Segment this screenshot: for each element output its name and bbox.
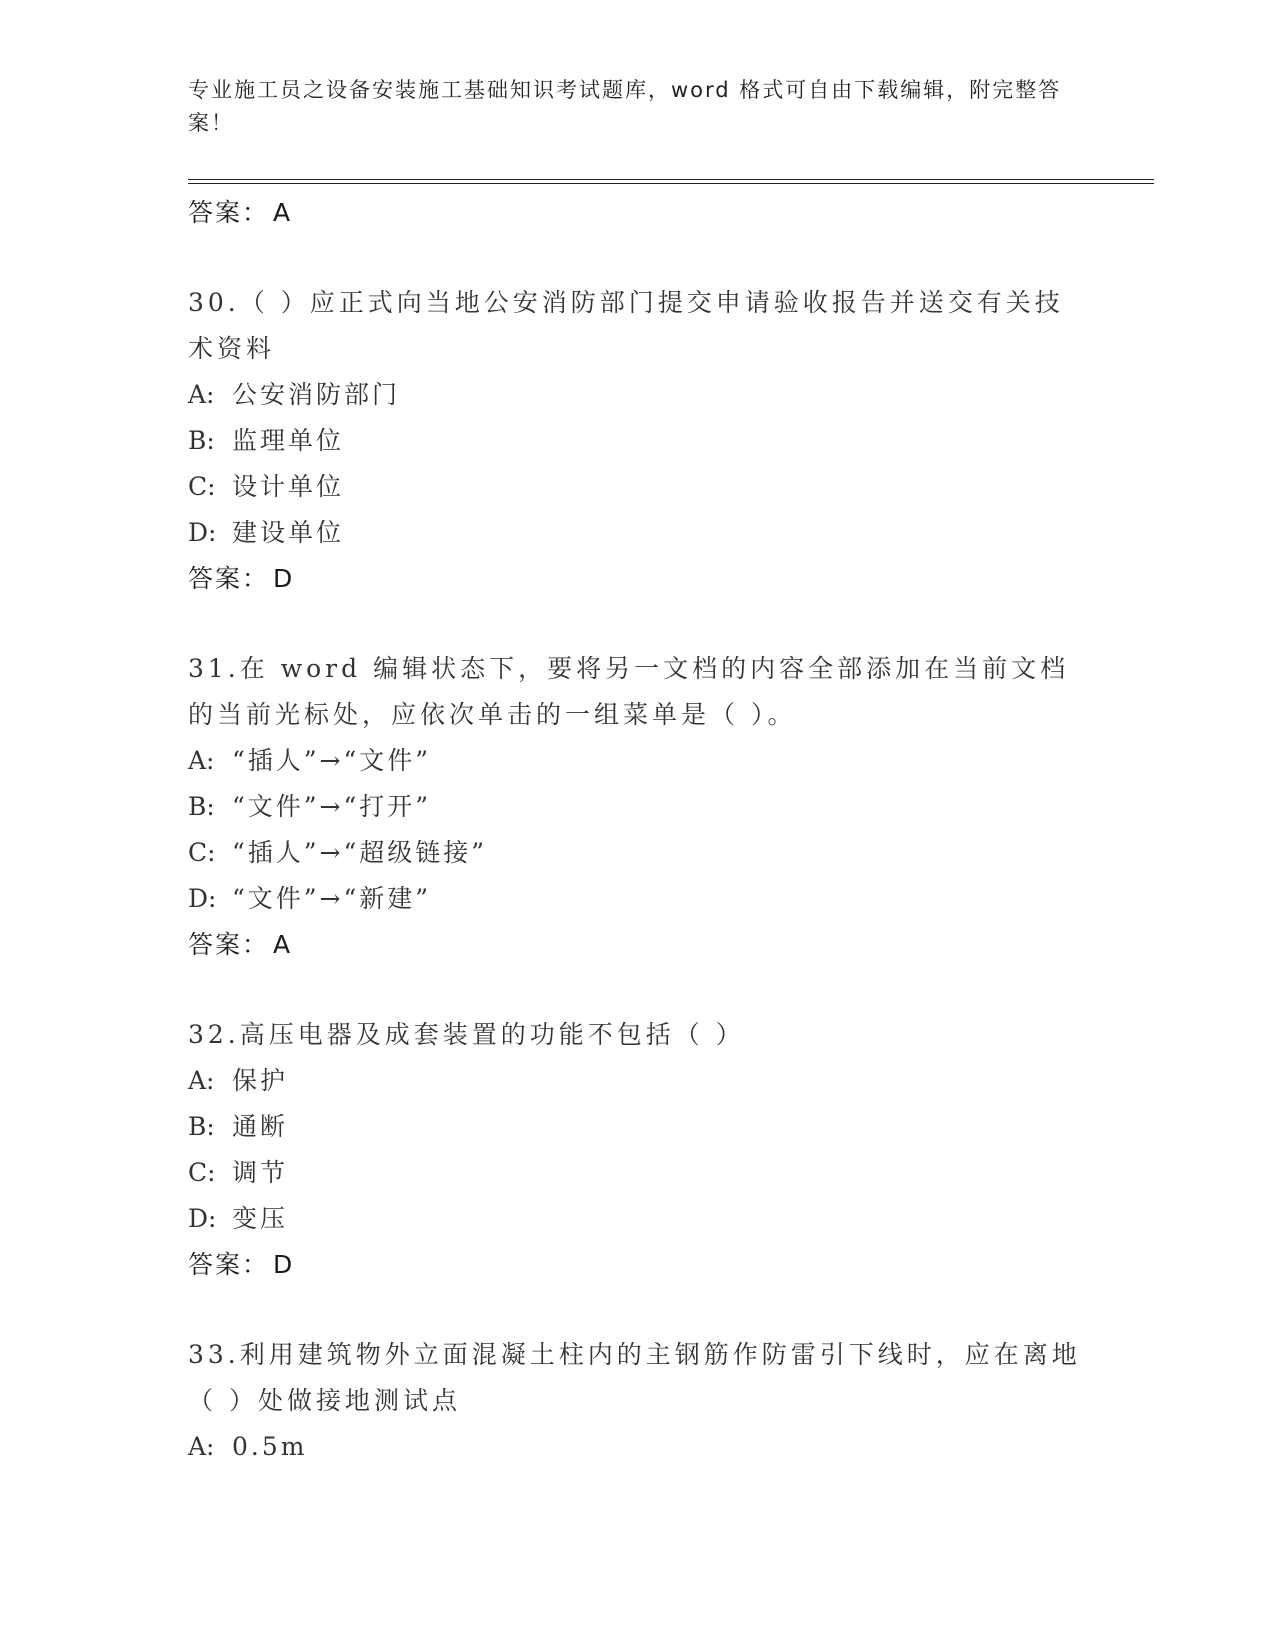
answer-line <box>188 922 1088 968</box>
option-key: B: <box>188 426 215 455</box>
question-text: 在 word 编辑状态下，要将另一文档的内容全部添加在当前文档的当前光标处，应依次单击的一组菜单是（ ）。 <box>188 654 1070 729</box>
option-key: A: <box>188 1066 215 1095</box>
option-text: “文件”→“打开” <box>232 792 432 821</box>
question-number: 30. <box>188 288 240 317</box>
option-a <box>188 1424 1088 1470</box>
option-text: 调节 <box>232 1158 289 1187</box>
answer-value: A <box>273 930 293 959</box>
answer-line <box>188 1242 1088 1288</box>
option-d <box>188 510 1088 556</box>
answer-value: D <box>273 1250 295 1279</box>
option-text: 保护 <box>232 1066 289 1095</box>
question-number: 33. <box>188 1340 240 1369</box>
option-b <box>188 1104 1088 1150</box>
header-rule-top <box>188 179 1154 180</box>
question-stem <box>188 280 1088 372</box>
option-text: 公安消防部门 <box>232 380 401 409</box>
option-a <box>188 372 1088 418</box>
question-31 <box>188 646 1088 968</box>
answer-value: D <box>273 564 295 593</box>
option-a <box>188 738 1088 784</box>
option-text: 变压 <box>232 1204 289 1233</box>
option-d <box>188 876 1088 922</box>
option-text: 0.5m <box>232 1432 308 1461</box>
question-32 <box>188 1012 1088 1288</box>
header-rule-bottom <box>188 183 1154 184</box>
answer-line <box>188 190 1088 236</box>
option-key: C: <box>188 1158 216 1187</box>
question-text: 高压电器及成套装置的功能不包括（ ） <box>239 1020 745 1049</box>
option-c <box>188 464 1088 510</box>
question-text: （ ）应正式向当地公安消防部门提交申请验收报告并送交有关技术资料 <box>188 288 1064 363</box>
answer-line <box>188 556 1088 602</box>
option-c <box>188 1150 1088 1196</box>
page-header: 专业施工员之设备安装施工基础知识考试题库，word 格式可自由下载编辑，附完整答案！ <box>188 78 1062 135</box>
question-number: 32. <box>188 1020 240 1049</box>
option-key: D: <box>188 518 217 547</box>
option-key: C: <box>188 838 216 867</box>
option-key: A: <box>188 746 215 775</box>
answer-label: 答案： <box>188 198 270 227</box>
option-key: A: <box>188 380 215 409</box>
option-text: 建设单位 <box>232 518 345 547</box>
option-d <box>188 1196 1088 1242</box>
option-key: B: <box>188 1112 215 1141</box>
option-key: D: <box>188 1204 217 1233</box>
option-text: 监理单位 <box>232 426 345 455</box>
option-text: “文件”→“新建” <box>232 884 432 913</box>
question-number: 31. <box>188 654 240 683</box>
answer-label: 答案： <box>188 930 270 959</box>
question-30 <box>188 280 1088 602</box>
question-stem <box>188 1332 1088 1424</box>
option-b <box>188 418 1088 464</box>
answer-label: 答案： <box>188 564 270 593</box>
question-stem <box>188 646 1088 738</box>
option-key: A: <box>188 1432 215 1461</box>
option-key: C: <box>188 472 216 501</box>
option-text: 设计单位 <box>232 472 345 501</box>
question-33 <box>188 1332 1088 1470</box>
option-a <box>188 1058 1088 1104</box>
question-text: 利用建筑物外立面混凝土柱内的主钢筋作防雷引下线时，应在离地（ ）处做接地测试点 <box>188 1340 1081 1415</box>
option-key: D: <box>188 884 217 913</box>
question-stem <box>188 1012 1088 1058</box>
option-b <box>188 784 1088 830</box>
question-list <box>188 190 1088 1470</box>
option-text: “插人”→“文件” <box>232 746 432 775</box>
answer-label: 答案： <box>188 1250 270 1279</box>
option-c <box>188 830 1088 876</box>
answer-value: A <box>273 198 293 227</box>
option-text: “插人”→“超级链接” <box>232 838 488 867</box>
option-key: B: <box>188 792 215 821</box>
option-text: 通断 <box>232 1112 289 1141</box>
